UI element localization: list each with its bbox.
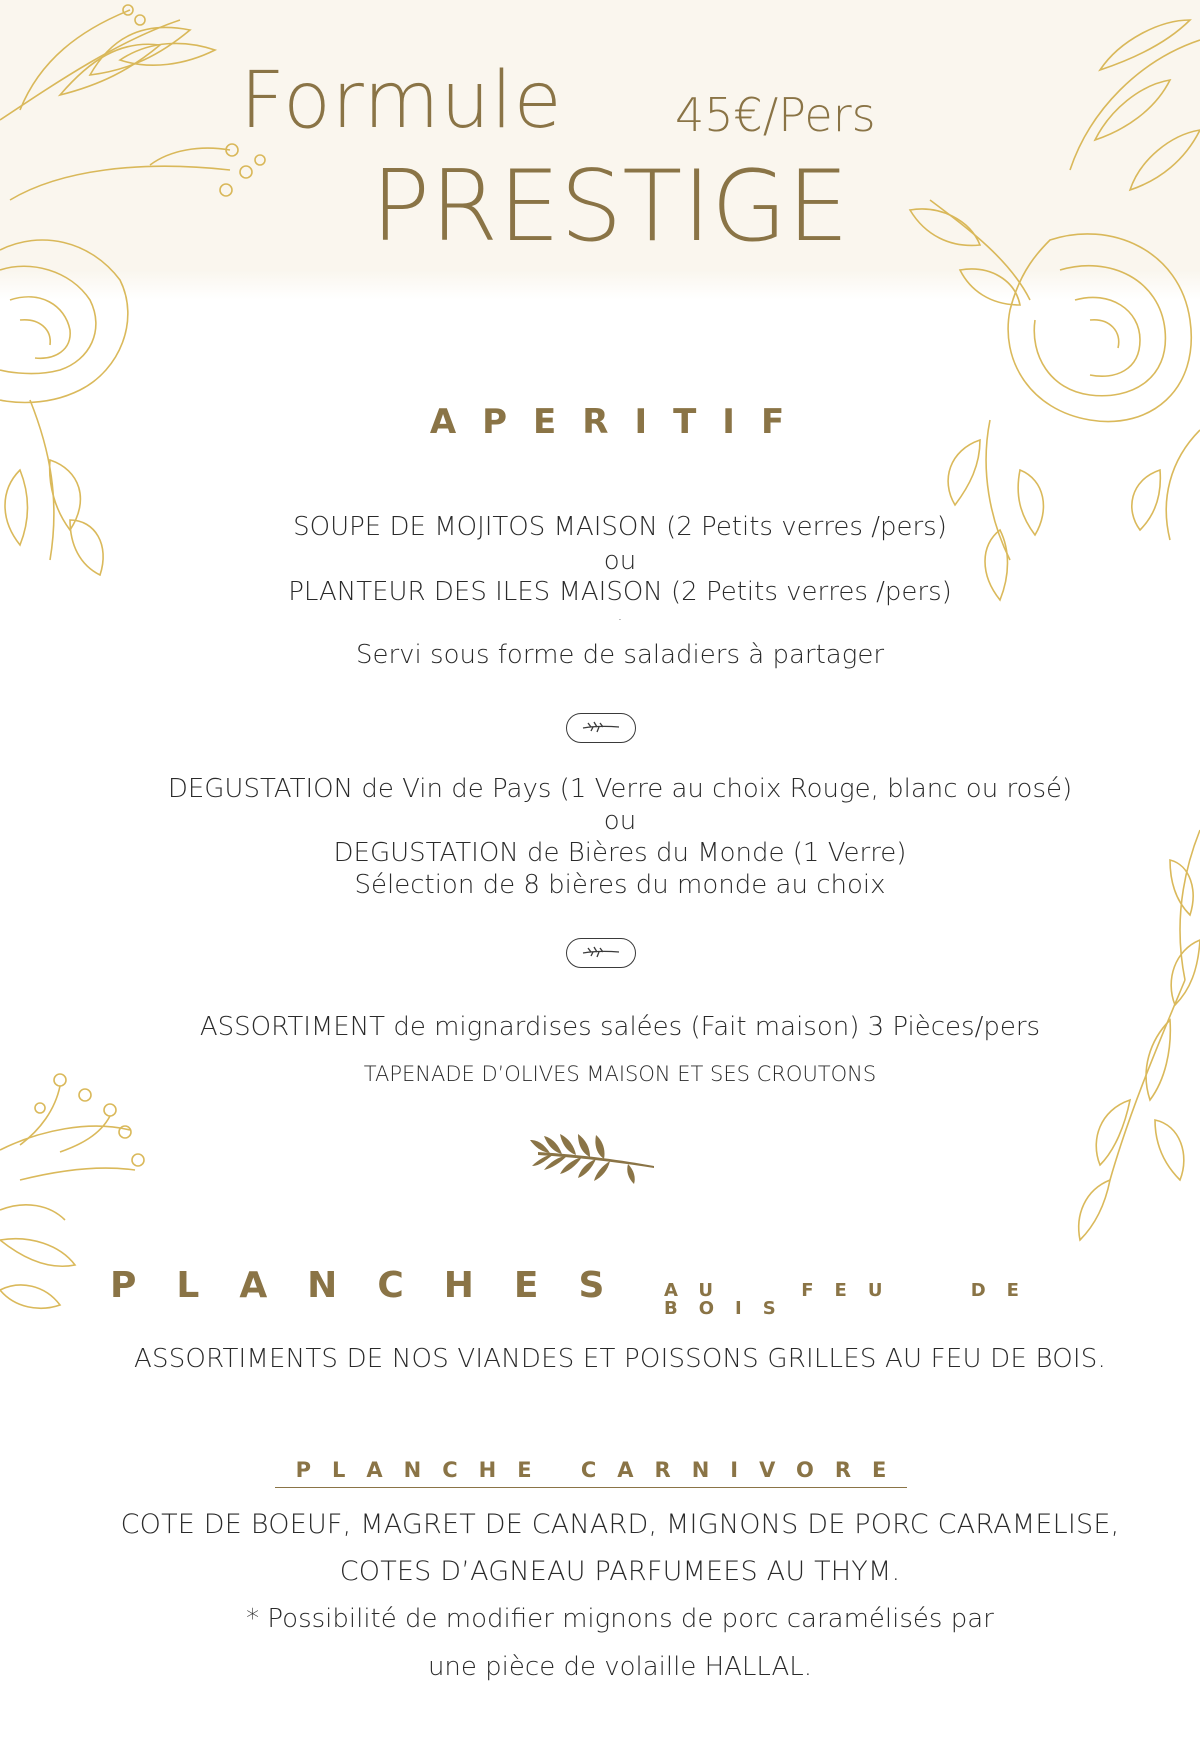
carnivore-title: PLANCHE CARNIVORE [275, 1460, 908, 1488]
formule-heading: Formule [240, 56, 563, 146]
planches-subtitle: AU FEU DE BOIS [664, 1280, 1040, 1319]
sprig-divider-icon [566, 938, 636, 968]
dot-separator: . [617, 608, 623, 624]
hallal-note-1: * Possibilité de modifier mignons de porc caramélisés par [246, 1604, 994, 1634]
price-label: 45€/Pers [675, 88, 876, 142]
carnivore-line-1: COTE DE BOEUF, MAGRET DE CANARD, MIGNONS DE PORC CARAMELISE, [120, 1509, 1120, 1540]
planches-title: PLANCHES [110, 1265, 645, 1306]
wine-tasting-line: DEGUSTATION de Vin de Pays (1 Verre au choix Rouge, blanc ou rosé) [167, 774, 1073, 804]
served-note: Servi sous forme de saladiers à partager [355, 640, 885, 670]
hallal-note-2: une pièce de volaille HALLAL. [427, 1652, 813, 1682]
tapenade-line: TAPENADE D’OLIVES MAISON ET SES CROUTONS [363, 1062, 877, 1086]
carnivore-heading [274, 1460, 908, 1488]
mignardises-line: ASSORTIMENT de mignardises salées (Fait maison) 3 Pièces/pers [199, 1012, 1041, 1042]
beer-tasting-line: DEGUSTATION de Bières du Monde (1 Verre) [333, 838, 907, 868]
floral-left-icon [0, 1060, 150, 1360]
prestige-heading: PRESTIGE [371, 150, 849, 264]
laurel-branch-icon [530, 1130, 660, 1186]
carnivore-line-2: COTES D’AGNEAU PARFUMEES AU THYM. [339, 1556, 901, 1587]
sprig-divider-icon [566, 713, 636, 743]
beer-selection-line: Sélection de 8 bières du monde au choix [354, 870, 886, 900]
aperitif-title: APERITIF [429, 402, 811, 442]
or-separator: ou [603, 806, 637, 836]
mojitos-line: SOUPE DE MOJITOS MAISON (2 Petits verres /pers) [293, 512, 947, 542]
or-separator: ou [603, 546, 637, 576]
planteur-line: PLANTEUR DES ILES MAISON (2 Petits verres /pers) [288, 577, 952, 607]
planches-description: ASSORTIMENTS DE NOS VIANDES ET POISSONS GRILLES AU FEU DE BOIS. [134, 1344, 1106, 1374]
